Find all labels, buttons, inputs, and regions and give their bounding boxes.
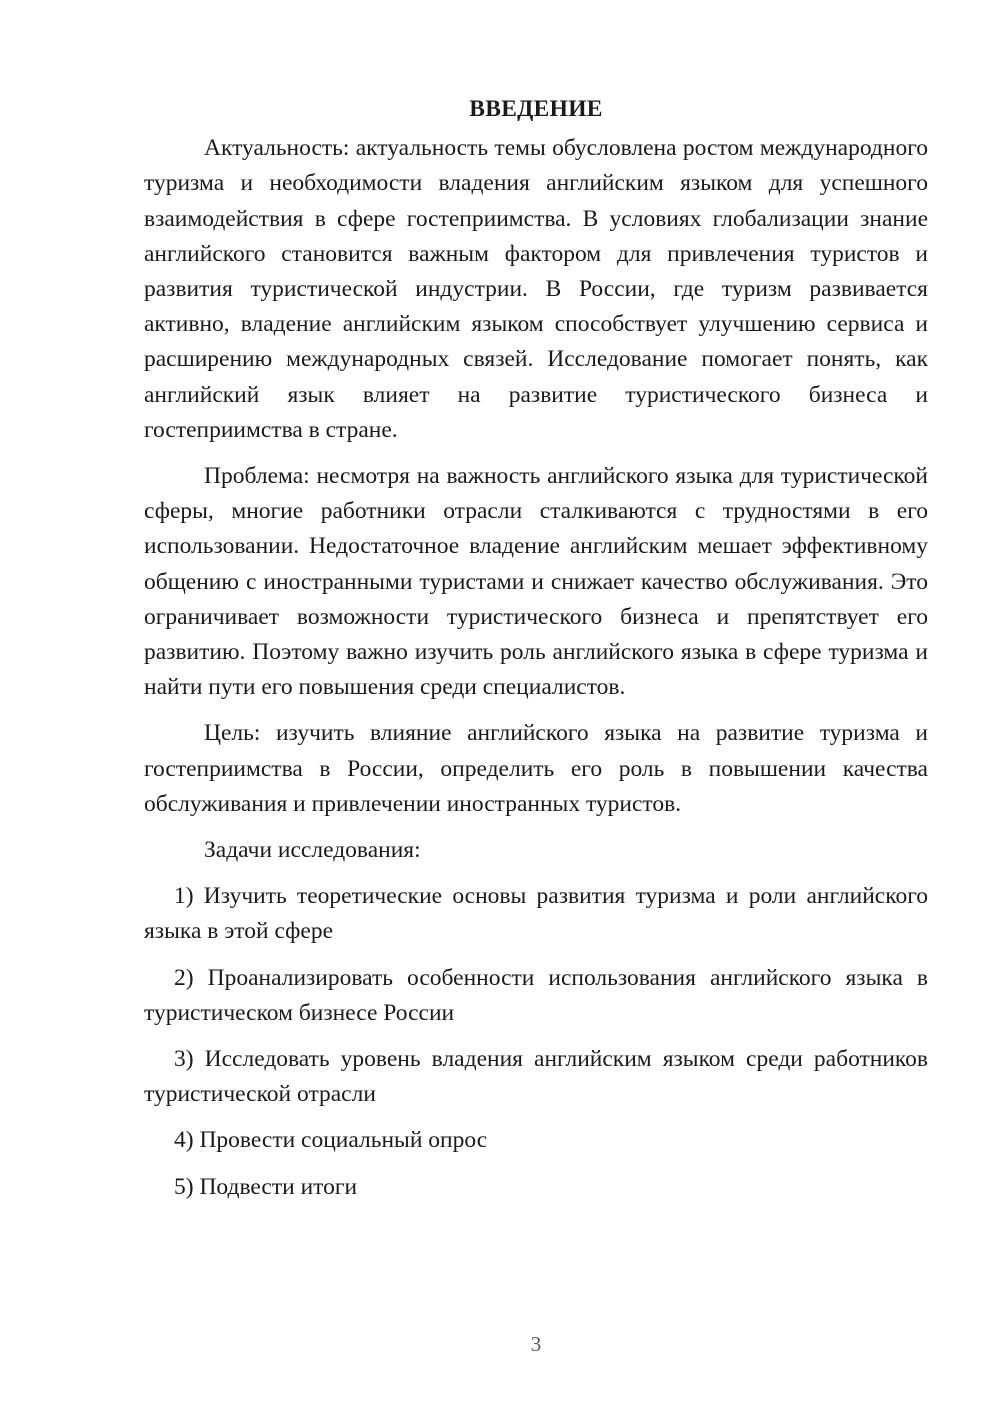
page-number: 3 xyxy=(530,1332,542,1356)
section-heading: ВВЕДЕНИЕ xyxy=(469,96,603,122)
task-item: 4) Провести социальный опрос xyxy=(174,1127,488,1154)
task-item: 3) Исследовать уровень владения английским языком среди работников туристической отрасли xyxy=(144,1046,928,1108)
relevance-paragraph: Актуальность: актуальность темы обусловлена ростом международного туризма и необходимости владения английским языком для успешного взаимодействия в сфере гостеприимства. В условиях глобализации знание английского становится важным фактором для привлечения туристов и развития туристической индустрии. В России, где туризм развивается активно, владение английским языком способствует улучшению сервиса и расширению международных связей. Исследование помогает понять, как английский язык влияет на развитие туристического бизнеса и гостеприимства в стране. xyxy=(144,135,928,443)
task-item: 5) Подвести итоги xyxy=(174,1173,358,1200)
goal-paragraph: Цель: изучить влияние английского языка на развитие туризма и гостеприимства в России, определить его роль в повышении качества обслуживания и привлечении иностранных туристов. xyxy=(144,720,928,817)
task-item: 2) Проанализировать особенности использования английского языка в туристическом бизнесе России xyxy=(144,964,928,1026)
tasks-list xyxy=(144,879,928,1205)
task-item: 1) Изучить теоретические основы развития туризма и роли английского языка в этой сфере xyxy=(144,883,928,945)
tasks-title: Задачи исследования: xyxy=(204,837,421,864)
page-content xyxy=(144,92,928,1216)
problem-paragraph: Проблема: несмотря на важность английского языка для туристической сферы, многие работники отрасли сталкиваются с трудностями в его использовании. Недостаточное владение английским мешает эффективному общению с иностранными туристами и снижает качество обслуживания. Это ограничивает возможности туристического бизнеса и препятствует его развитию. Поэтому важно изучить роль английского языка в сфере туризма и найти пути его повышения среди специалистов. xyxy=(144,463,928,701)
